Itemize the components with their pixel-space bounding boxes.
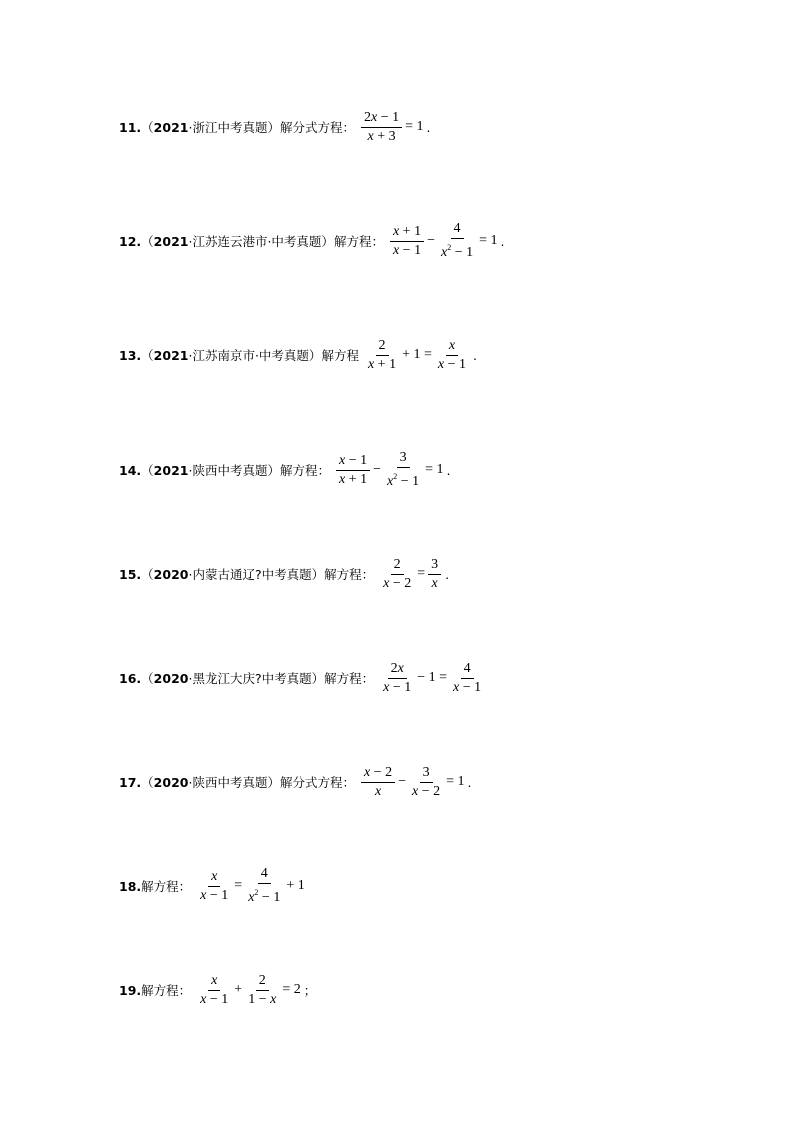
equation [195,865,306,907]
equation-rhs: = 1 [479,233,498,248]
fraction: $\frac{x}{x - 1}$ [437,337,466,372]
question-number: 12. [119,233,142,249]
operator: + [234,982,243,997]
fraction: $\frac{2}{x + 1}$ [367,337,397,372]
operator: − 1 = [417,670,448,685]
fraction: $\frac{2}{x - 2}$ [383,556,412,591]
end-punctuation: . [467,774,472,790]
fraction: $\frac{3}{x - 2}$ [412,764,441,799]
end-punctuation: . [426,119,431,135]
equation-rhs: + 1 [286,878,305,893]
end-punctuation: . [445,566,450,582]
fraction: $\frac{x}{x - 1}$ [200,972,229,1007]
fraction: $\frac{2x - 1}{x + 3}$ [361,109,402,146]
fraction: $\frac{x - 2}{x}$ [361,764,395,801]
fraction: $\frac{4}{x^2 - 1}$ [440,221,474,260]
equation [359,109,431,146]
question-instruction: 解方程： [279,463,330,478]
equation [195,972,316,1009]
question-source: （2020·陕西中考真题） [141,775,280,790]
fraction: $\frac{3}{x}$ [428,556,441,593]
equation [378,556,449,593]
operator: − [373,462,382,477]
question-source: （2020·内蒙古通辽?中考真题） [141,567,325,582]
operator: + 1 = [402,347,432,362]
problem-14 [119,448,451,492]
question-source: （2021·江苏南京市·中考真题） [141,348,322,363]
end-punctuation: . [473,347,477,363]
question-instruction: 解方程： [141,983,192,998]
problem-12 [119,219,505,263]
question-source: （2020·黑龙江大庆?中考真题） [141,671,325,686]
question-source: （2021·浙江中考真题） [141,120,280,135]
question-number: 19. [119,982,142,998]
question-instruction: 解方程： [333,234,384,249]
question-instruction: 解方程 [321,348,359,363]
fraction: $\frac{2}{1 - x}$ [248,972,277,1007]
problem-16 [119,656,486,700]
fraction: $\frac{x}{x - 1}$ [200,868,229,903]
problem-13 [119,333,477,377]
equation [388,220,505,262]
question-instruction: 解方程： [141,879,192,894]
problem-11 [119,105,431,149]
problem-19 [119,968,316,1012]
problem-18 [119,864,306,908]
question-number: 11. [119,119,142,135]
question-instruction: 解方程： [324,567,375,582]
operator: = [417,566,426,581]
question-instruction: 解方程： [324,671,375,686]
equation [378,660,486,697]
fraction: $\frac{2x}{x - 1}$ [383,660,412,695]
equation-rhs: = 1 [405,119,424,134]
fraction: $\frac{x + 1}{x - 1}$ [390,223,424,260]
equation-rhs: = 1 [425,462,444,477]
question-source: （2021·江苏连云港市·中考真题） [141,234,334,249]
equation-rhs: = 2 [282,982,301,997]
equation [359,764,472,801]
question-number: 17. [119,774,142,790]
question-source: （2021·陕西中考真题） [141,463,280,478]
operator: = [234,878,243,893]
problem-17 [119,760,472,804]
question-instruction: 解分式方程： [279,120,355,135]
question-instruction: 解分式方程： [279,775,355,790]
end-punctuation: ； [303,983,317,998]
question-number: 18. [119,878,142,894]
question-number: 13. [119,347,142,363]
end-punctuation: . [446,462,451,478]
question-number: 14. [119,462,142,478]
fraction: $\frac{4}{x - 1}$ [453,660,482,695]
operator: − [398,774,407,789]
equation [363,337,477,374]
end-punctuation: . [500,233,505,249]
fraction: $\frac{3}{x^2 - 1}$ [387,450,420,489]
question-number: 16. [119,670,142,686]
operator: − [427,233,435,248]
fraction: $\frac{x - 1}{x + 1}$ [336,452,370,489]
question-number: 15. [119,566,142,582]
problem-15 [119,552,449,596]
fraction: $\frac{4}{x^2 - 1}$ [248,866,281,905]
equation [334,449,451,491]
equation-rhs: = 1 [446,774,465,789]
